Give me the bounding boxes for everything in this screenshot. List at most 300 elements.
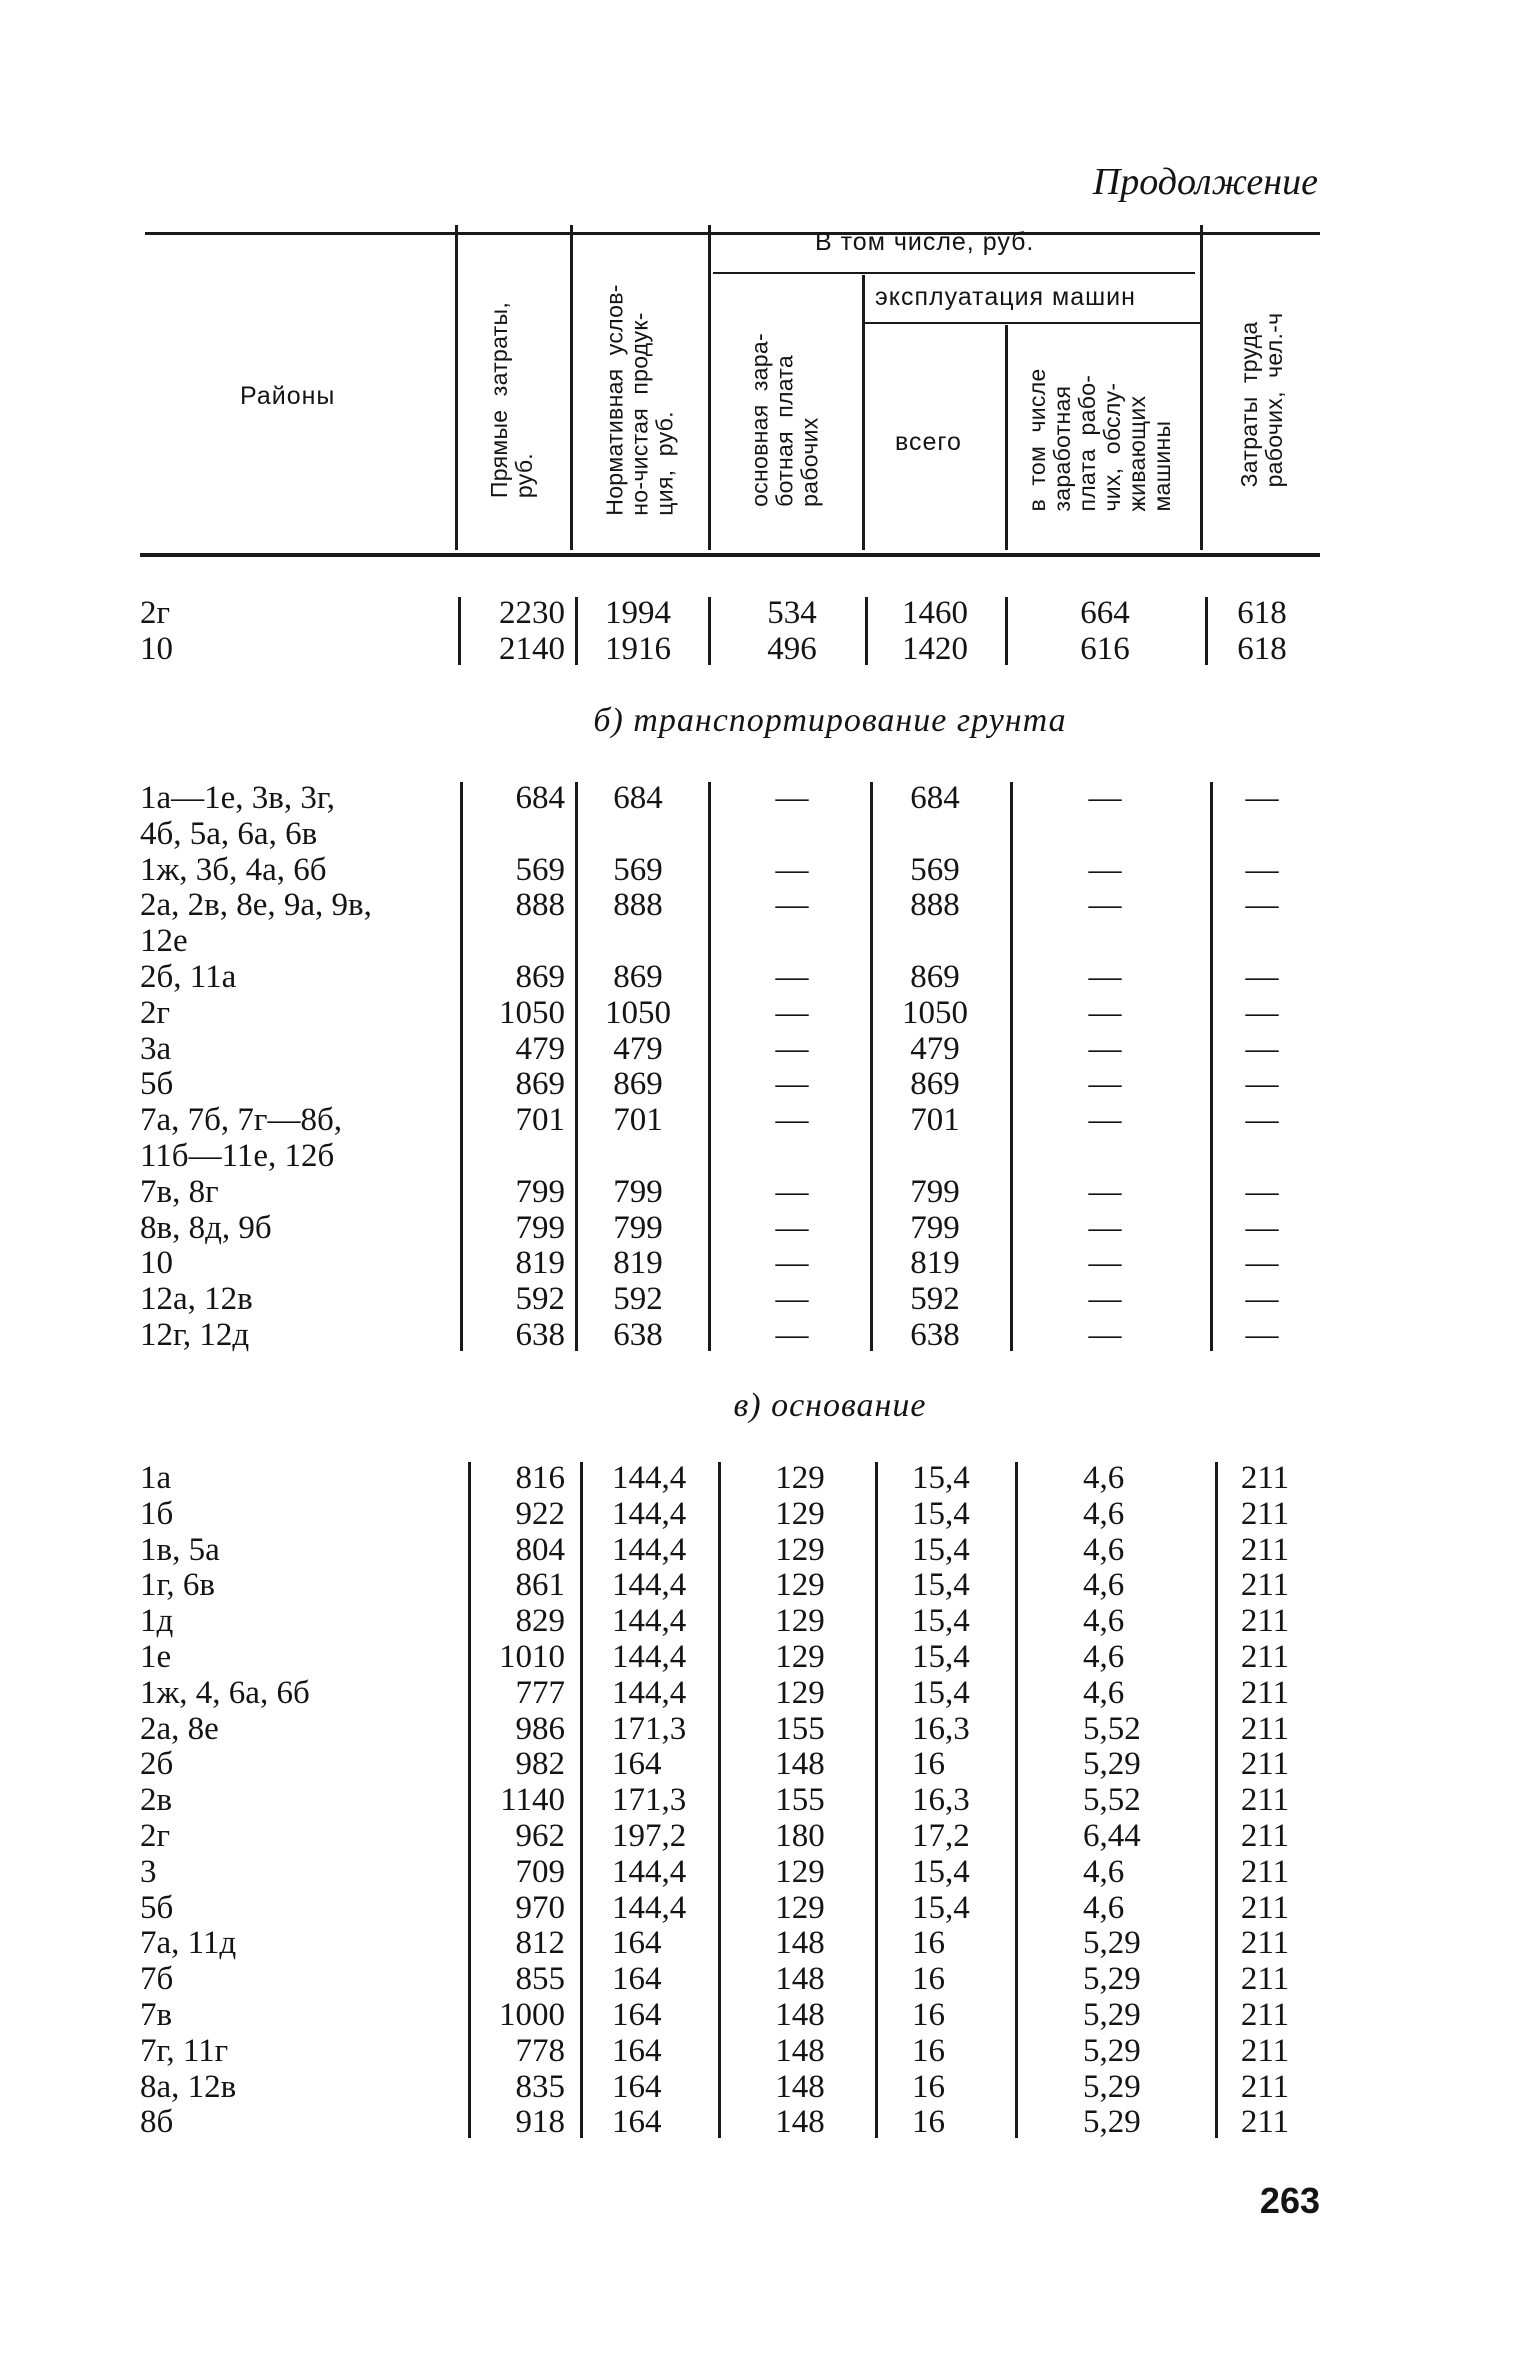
table-row: [0, 1711, 1526, 1747]
value-cell: 171,3: [612, 1710, 687, 1747]
continuation-label: Продолжение: [1092, 161, 1318, 203]
value-cell: —: [1088, 887, 1122, 924]
column-divider: [870, 782, 873, 1351]
value-cell: 144,4: [612, 1674, 687, 1711]
value-cell: 4,6: [1083, 1674, 1125, 1711]
value-cell: 638: [910, 1317, 960, 1353]
value-cell: 211: [1240, 1961, 1290, 1998]
value-cell: 918: [515, 2104, 565, 2141]
region-cell: 5б: [140, 1889, 174, 1926]
table-row: [0, 1854, 1526, 1890]
value-cell: 211: [1240, 1782, 1290, 1819]
column-divider: [718, 1462, 721, 2138]
region-cell: 8б: [140, 2104, 174, 2141]
column-divider: [865, 597, 868, 665]
value-cell: 479: [613, 1030, 663, 1067]
value-cell: —: [775, 887, 809, 924]
value-cell: 5,29: [1083, 2068, 1141, 2105]
value-cell: 16: [912, 1961, 945, 1998]
value-cell: 709: [515, 1853, 565, 1890]
table-row: [0, 887, 1526, 960]
page-number: 263: [1259, 2180, 1320, 2221]
value-cell: 164: [612, 1997, 662, 2033]
header-line: в том числе: [1024, 368, 1050, 512]
region-cell: 3а: [140, 1030, 172, 1067]
value-cell: 684: [613, 780, 663, 816]
region-cell: 1а—1е, 3в, 3г,: [140, 780, 335, 816]
value-cell: 144,4: [612, 1531, 687, 1568]
value-cell: 888: [613, 887, 663, 924]
column-divider: [1205, 597, 1208, 665]
table-row: [0, 2069, 1526, 2105]
value-cell: 16: [912, 1997, 945, 2033]
value-cell: —: [775, 1173, 809, 1210]
table-row: [0, 1639, 1526, 1675]
header-line: плата рабо-: [1074, 374, 1100, 512]
header-col-divider: [862, 275, 865, 550]
table-row: [0, 959, 1526, 995]
value-cell: 835: [515, 2068, 565, 2105]
value-cell: 1140: [500, 1782, 565, 1819]
value-cell: 922: [515, 1495, 565, 1532]
region-cell: 7а, 7б, 7г—8б,: [140, 1102, 343, 1139]
value-cell: 684: [910, 780, 960, 816]
value-cell: 592: [515, 1281, 565, 1318]
value-cell: 129: [775, 1603, 825, 1640]
value-cell: 5,29: [1083, 1925, 1141, 1962]
value-cell: —: [775, 851, 809, 888]
value-cell: 211: [1240, 1603, 1290, 1640]
region-cell: 11б—11е, 12б: [140, 1137, 335, 1174]
header-bottom-rule: [140, 553, 1320, 557]
value-cell: 869: [910, 1066, 960, 1103]
value-cell: 129: [775, 1567, 825, 1604]
column-divider: [1010, 782, 1013, 1351]
table-row: [0, 780, 1526, 852]
column-divider: [708, 597, 711, 665]
value-cell: —: [1245, 1245, 1279, 1282]
value-cell: 496: [767, 631, 817, 667]
value-cell: 799: [613, 1209, 663, 1246]
value-cell: 16: [912, 1746, 945, 1783]
value-cell: 1050: [902, 994, 968, 1031]
column-divider: [1005, 597, 1008, 665]
value-cell: 819: [515, 1245, 565, 1282]
region-cell: 2г: [140, 595, 171, 631]
value-cell: 5,29: [1083, 1961, 1141, 1998]
value-cell: 15,4: [912, 1853, 970, 1890]
value-cell: —: [775, 1317, 809, 1353]
region-cell: 10: [140, 1245, 173, 1282]
value-cell: 211: [1240, 1674, 1290, 1711]
column-divider: [458, 597, 461, 665]
value-cell: 4,6: [1083, 1531, 1125, 1568]
table-row: [0, 1210, 1526, 1246]
value-cell: 129: [775, 1531, 825, 1568]
header-regions: Районы: [240, 382, 336, 410]
value-cell: —: [1245, 1102, 1279, 1139]
value-cell: 4,6: [1083, 1495, 1125, 1532]
header-line: Прямые затраты,: [486, 301, 512, 499]
value-cell: 982: [515, 1746, 565, 1783]
value-cell: —: [775, 780, 809, 816]
value-cell: 479: [910, 1030, 960, 1067]
value-cell: 799: [910, 1209, 960, 1246]
value-cell: 144,4: [612, 1495, 687, 1532]
value-cell: 4,6: [1083, 1460, 1125, 1496]
value-cell: 819: [613, 1245, 663, 1282]
region-cell: 1ж, 4, 6а, 6б: [140, 1674, 310, 1711]
value-cell: 970: [515, 1889, 565, 1926]
value-cell: 129: [775, 1853, 825, 1890]
table-row: [0, 1961, 1526, 1997]
value-cell: 144,4: [612, 1567, 687, 1604]
value-cell: 479: [515, 1030, 565, 1067]
column-divider: [1215, 1462, 1218, 2138]
value-cell: —: [1245, 994, 1279, 1031]
region-cell: 4б, 5а, 6а, 6в: [140, 815, 318, 852]
value-cell: —: [1088, 1317, 1122, 1353]
value-cell: 701: [515, 1102, 565, 1139]
region-cell: 7в: [140, 1997, 173, 2033]
column-divider: [875, 1462, 878, 2138]
value-cell: 569: [613, 851, 663, 888]
table-row: [0, 1782, 1526, 1818]
table-row: [0, 595, 1526, 631]
table-row: [0, 1496, 1526, 1532]
value-cell: 684: [515, 780, 565, 816]
header-labor-costs: [1237, 313, 1287, 488]
value-cell: —: [1088, 1030, 1122, 1067]
region-cell: 2в: [140, 1782, 173, 1819]
value-cell: 777: [515, 1674, 565, 1711]
column-divider: [1210, 782, 1213, 1351]
region-cell: 12г, 12д: [140, 1317, 250, 1353]
value-cell: —: [775, 1066, 809, 1103]
value-cell: 148: [775, 2032, 825, 2069]
value-cell: 211: [1240, 1567, 1290, 1604]
value-cell: 17,2: [912, 1818, 970, 1854]
value-cell: 148: [775, 1997, 825, 2033]
value-cell: 4,6: [1083, 1567, 1125, 1604]
value-cell: 16: [912, 2032, 945, 2069]
header-top-rule: [145, 232, 1320, 235]
region-cell: 7в, 8г: [140, 1173, 219, 1210]
table-row: [0, 1675, 1526, 1711]
value-cell: —: [775, 959, 809, 995]
value-cell: —: [1245, 959, 1279, 995]
value-cell: 592: [910, 1281, 960, 1318]
table-row: [0, 1746, 1526, 1782]
value-cell: 5,29: [1083, 2104, 1141, 2141]
value-cell: —: [775, 1245, 809, 1282]
value-cell: —: [1088, 1173, 1122, 1210]
value-cell: 534: [767, 595, 817, 631]
value-cell: 4,6: [1083, 1853, 1125, 1890]
header-col-divider: [1200, 225, 1203, 550]
value-cell: —: [1245, 1281, 1279, 1318]
value-cell: —: [1245, 851, 1279, 888]
value-cell: 164: [612, 2068, 662, 2105]
value-cell: 855: [515, 1961, 565, 1998]
header-including: В том числе, руб.: [815, 228, 1035, 256]
value-cell: 164: [612, 2032, 662, 2069]
value-cell: 638: [515, 1317, 565, 1353]
value-cell: 638: [613, 1317, 663, 1353]
header-machine-operation: эксплуатация машин: [875, 283, 1136, 311]
table-row: [0, 1603, 1526, 1639]
value-cell: 16,3: [912, 1782, 970, 1819]
value-cell: 15,4: [912, 1889, 970, 1926]
value-cell: 829: [515, 1603, 565, 1640]
value-cell: 144,4: [612, 1639, 687, 1675]
header-incl-wage-workers: [1025, 368, 1175, 511]
value-cell: 869: [515, 1066, 565, 1103]
value-cell: 144,4: [612, 1889, 687, 1926]
header-line: рабочих: [796, 417, 823, 507]
value-cell: 1050: [499, 994, 565, 1031]
table-row: [0, 1460, 1526, 1496]
value-cell: 129: [775, 1674, 825, 1711]
value-cell: 164: [612, 2104, 662, 2141]
header-direct-costs: [487, 302, 537, 498]
value-cell: 16,3: [912, 1710, 970, 1747]
value-cell: 211: [1240, 1710, 1290, 1747]
header-normative-output: [603, 284, 678, 515]
value-cell: —: [775, 1209, 809, 1246]
value-cell: —: [1245, 1030, 1279, 1067]
value-cell: 148: [775, 1925, 825, 1962]
region-cell: 12а, 12в: [140, 1281, 253, 1318]
value-cell: 144,4: [612, 1603, 687, 1640]
value-cell: 618: [1237, 595, 1287, 631]
header-line: рабочих, чел.-ч: [1261, 312, 1287, 488]
value-cell: 5,52: [1083, 1782, 1141, 1819]
value-cell: 15,4: [912, 1531, 970, 1568]
value-cell: —: [1088, 1209, 1122, 1246]
region-cell: 5б: [140, 1066, 174, 1103]
value-cell: 129: [775, 1495, 825, 1532]
value-cell: —: [1245, 1173, 1279, 1210]
value-cell: 799: [515, 1173, 565, 1210]
value-cell: 148: [775, 2068, 825, 2105]
header-line: ция, руб.: [651, 411, 678, 516]
value-cell: 986: [515, 1710, 565, 1747]
region-cell: 8а, 12в: [140, 2068, 237, 2105]
value-cell: 15,4: [912, 1639, 970, 1675]
value-cell: 869: [613, 1066, 663, 1103]
value-cell: —: [1245, 1209, 1279, 1246]
value-cell: 701: [910, 1102, 960, 1139]
value-cell: —: [1245, 887, 1279, 924]
header-col-divider: [570, 225, 573, 550]
value-cell: 1460: [902, 595, 968, 631]
value-cell: 155: [775, 1710, 825, 1747]
value-cell: —: [1088, 780, 1122, 816]
value-cell: 197,2: [612, 1818, 687, 1854]
value-cell: 869: [515, 959, 565, 995]
region-cell: 2г: [140, 994, 171, 1031]
value-cell: 171,3: [612, 1782, 687, 1819]
value-cell: 1420: [902, 631, 968, 667]
value-cell: 804: [515, 1531, 565, 1568]
value-cell: —: [1088, 994, 1122, 1031]
region-cell: 2б, 11а: [140, 959, 237, 995]
region-cell: 2г: [140, 1818, 171, 1854]
region-cell: 7г, 11г: [140, 2032, 229, 2069]
column-divider: [580, 1462, 583, 2138]
machines-underline: [865, 322, 1200, 324]
column-divider: [460, 782, 463, 1351]
value-cell: —: [1245, 1317, 1279, 1353]
header-col-divider: [708, 225, 711, 550]
value-cell: 1000: [499, 1997, 565, 2033]
value-cell: 869: [910, 959, 960, 995]
region-cell: 1д: [140, 1603, 174, 1640]
value-cell: —: [775, 1102, 809, 1139]
value-cell: 2230: [499, 595, 565, 631]
value-cell: 211: [1240, 1889, 1290, 1926]
value-cell: 211: [1240, 1853, 1290, 1890]
column-divider: [708, 782, 711, 1351]
value-cell: —: [1088, 959, 1122, 995]
header-line: основная зара-: [746, 333, 773, 507]
value-cell: 148: [775, 1961, 825, 1998]
region-cell: 1г, 6в: [140, 1567, 215, 1604]
region-cell: 1б: [140, 1495, 174, 1532]
region-cell: 2а, 8е: [140, 1710, 219, 1747]
value-cell: 15,4: [912, 1460, 970, 1496]
value-cell: —: [1088, 1066, 1122, 1103]
table-row: [0, 1925, 1526, 1961]
value-cell: —: [775, 994, 809, 1031]
table-row: [0, 1281, 1526, 1317]
value-cell: 144,4: [612, 1853, 687, 1890]
header-line: Нормативная услов-: [601, 284, 628, 516]
table-row: [0, 1031, 1526, 1067]
value-cell: 5,29: [1083, 2032, 1141, 2069]
value-cell: 144,4: [612, 1460, 687, 1496]
region-cell: 3: [140, 1853, 157, 1890]
header-basic-wage: [748, 333, 823, 507]
value-cell: 701: [613, 1102, 663, 1139]
value-cell: 5,29: [1083, 1746, 1141, 1783]
value-cell: —: [775, 1281, 809, 1318]
value-cell: 962: [515, 1818, 565, 1854]
value-cell: 15,4: [912, 1603, 970, 1640]
value-cell: 148: [775, 1746, 825, 1783]
value-cell: 16: [912, 2068, 945, 2105]
value-cell: 799: [613, 1173, 663, 1210]
value-cell: 15,4: [912, 1567, 970, 1604]
region-cell: 2б: [140, 1746, 174, 1783]
table-row: [0, 1890, 1526, 1926]
value-cell: 129: [775, 1460, 825, 1496]
header-line: но-чистая продук-: [626, 312, 653, 516]
header-total: всего: [895, 428, 962, 456]
value-cell: 816: [515, 1460, 565, 1496]
table-row: [0, 852, 1526, 888]
including-underline: [713, 272, 1195, 274]
value-cell: 211: [1240, 1495, 1290, 1532]
value-cell: 211: [1240, 1746, 1290, 1783]
value-cell: 155: [775, 1782, 825, 1819]
table-row: [0, 2104, 1526, 2140]
region-cell: 2а, 2в, 8е, 9а, 9в,: [140, 887, 372, 924]
value-cell: 569: [910, 851, 960, 888]
header-line: живающих: [1124, 395, 1150, 512]
region-cell: 1ж, 3б, 4а, 6б: [140, 851, 327, 888]
region-cell: 7а, 11д: [140, 1925, 237, 1962]
value-cell: —: [1245, 1066, 1279, 1103]
value-cell: 861: [515, 1567, 565, 1604]
value-cell: —: [1088, 851, 1122, 888]
section-caption: б) транспортирование грунта: [593, 702, 1067, 739]
value-cell: 664: [1080, 595, 1130, 631]
value-cell: 180: [775, 1818, 825, 1854]
value-cell: 869: [613, 959, 663, 995]
value-cell: 2140: [499, 631, 565, 667]
value-cell: —: [775, 1030, 809, 1067]
region-cell: 1в, 5а: [140, 1531, 220, 1568]
value-cell: 211: [1240, 2104, 1290, 2141]
region-cell: 8в, 8д, 9б: [140, 1209, 272, 1246]
value-cell: 4,6: [1083, 1603, 1125, 1640]
table-row: [0, 995, 1526, 1031]
value-cell: —: [1245, 780, 1279, 816]
value-cell: 129: [775, 1639, 825, 1675]
table-row: [0, 1532, 1526, 1568]
value-cell: 15,4: [912, 1674, 970, 1711]
header-line: чих, обслу-: [1099, 382, 1125, 512]
value-cell: 5,52: [1083, 1710, 1141, 1747]
value-cell: 4,6: [1083, 1889, 1125, 1926]
table-row: [0, 1245, 1526, 1281]
value-cell: —: [1088, 1245, 1122, 1282]
value-cell: 211: [1240, 1818, 1290, 1854]
header-line: руб.: [511, 453, 537, 499]
value-cell: 129: [775, 1889, 825, 1926]
value-cell: 799: [515, 1209, 565, 1246]
value-cell: 16: [912, 1925, 945, 1962]
header-line: ботная плата: [771, 355, 798, 507]
value-cell: 211: [1240, 1925, 1290, 1962]
table-row: [0, 1818, 1526, 1854]
region-cell: 10: [140, 631, 173, 667]
value-cell: 592: [613, 1281, 663, 1318]
value-cell: 211: [1240, 1460, 1290, 1496]
value-cell: 4,6: [1083, 1639, 1125, 1675]
table-row: [0, 1997, 1526, 2033]
column-divider: [468, 1462, 471, 2138]
value-cell: 5,29: [1083, 1997, 1141, 2033]
table-row: [0, 1567, 1526, 1603]
table-row: [0, 2033, 1526, 2069]
column-divider: [575, 597, 578, 665]
table-row: [0, 1066, 1526, 1102]
column-divider: [1015, 1462, 1018, 2138]
value-cell: —: [1088, 1102, 1122, 1139]
value-cell: 616: [1080, 631, 1130, 667]
value-cell: 211: [1240, 1639, 1290, 1675]
value-cell: 812: [515, 1925, 565, 1962]
value-cell: 888: [515, 887, 565, 924]
value-cell: 778: [515, 2032, 565, 2069]
value-cell: 569: [515, 851, 565, 888]
value-cell: 1010: [499, 1639, 565, 1675]
value-cell: 148: [775, 2104, 825, 2141]
region-cell: 1а: [140, 1460, 172, 1496]
